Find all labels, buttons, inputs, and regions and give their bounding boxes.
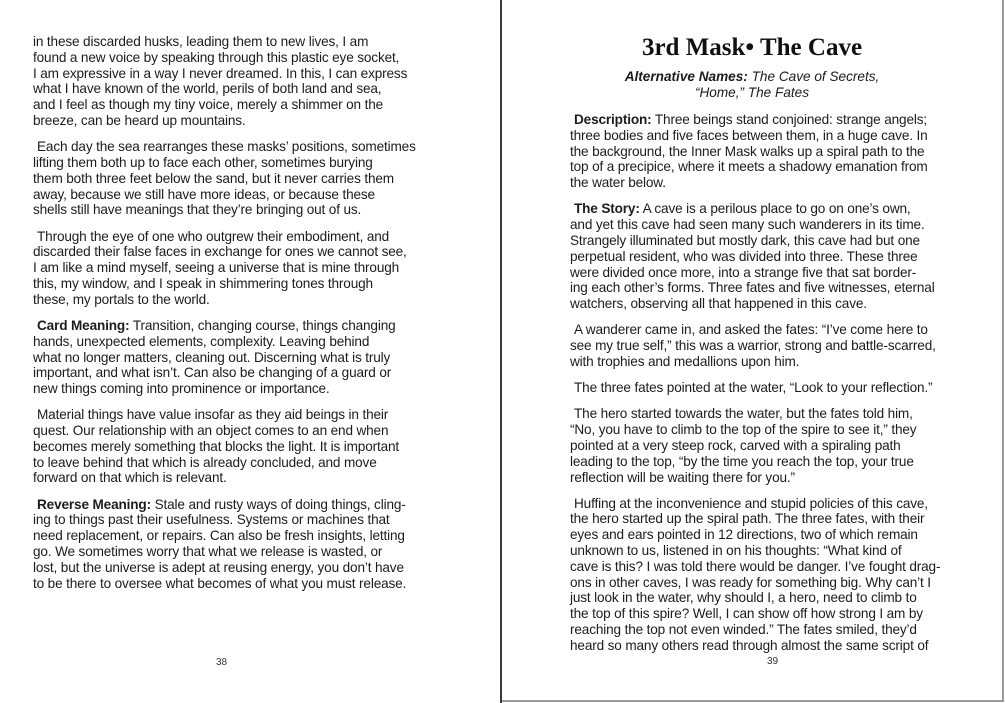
paragraph [33,229,453,308]
line-text: this, my window, and I speak in shimmering tones through [33,275,373,291]
line-text: to leave behind that which is already concluded, and move [33,454,377,470]
line-text: in these discarded husks, leading them to new lives, I am [33,34,369,49]
line-text: were divided once more, into a strange five that sat border- [570,264,917,280]
line-text: discarded their false faces in exchange for ones we cannot see, [33,244,407,260]
line-text: hands, unexpected elements, complexity. Leaving behind [33,333,370,349]
paragraph-label: Card Meaning: [37,317,130,333]
line-text: Stale and rusty ways of doing things, cling- [150,496,406,512]
paragraph [570,406,990,485]
left-page [0,0,502,703]
text-line [570,280,990,296]
text-line [33,187,453,203]
paragraph-label: The Story: [574,201,640,217]
line-text: lifting them both up to face each other, sometimes burying [33,154,373,170]
line-text: The hero started towards the water, but the fates told him, [574,406,913,422]
line-text: The three fates pointed at the water, “Look to your reflection.” [574,380,933,396]
text-line [570,175,990,191]
text-line [570,622,990,638]
line-text: need replacement, or repairs. Can also be fresh insights, letting [33,528,405,544]
text-line [33,512,453,528]
line-text: them both three feet below the sand, but it never carries them [33,170,394,186]
line-text: I am like a mind myself, seeing a universe that is mine through [33,260,400,276]
line-text: forward on that which is relevant. [33,470,227,486]
alternative-names-line2: “Home,” The Fates [694,85,810,100]
line-text: ing to things past their usefulness. Systems or machines that [33,512,390,528]
line-text: top of a precipice, where it meets a shadowy emanation from [570,159,928,175]
text-line [570,249,990,265]
line-text: Through the eye of one who outgrew their embodiment, and [37,228,390,244]
line-text: to be there to oversee what becomes of what you must release. [33,575,407,591]
text-line [33,171,453,187]
line-text: these, my portals to the world. [33,291,210,307]
line-text: Three beings stand conjoined: strange angels; [651,112,928,127]
line-text: lost, but the universe is adept at reusing energy, you don’t have [33,559,404,575]
text-line [570,422,990,438]
text-line [570,322,990,338]
line-text: found a new voice by speaking through this plastic eye socket, [33,49,400,65]
text-line [33,334,453,350]
text-line [33,423,453,439]
text-line [570,201,990,217]
text-line [570,144,990,160]
text-line [570,265,990,281]
right-page [502,0,1004,702]
text-line [33,528,453,544]
right-page-text [570,112,990,664]
line-text: just look in the water, why should I, a hero, need to climb to [570,590,917,606]
text-line [33,276,453,292]
line-text: ons in other caves, I was ready for something big. Why can’t I [570,574,931,590]
alternative-names-line1: The Cave of Secrets, [747,69,880,84]
text-line [33,34,453,50]
line-text: heard so many others read through almost the same script of [570,637,929,653]
line-text: shells still have meanings that they’re bringing out of us. [33,202,362,218]
text-line [570,511,990,527]
paragraph [33,318,453,397]
text-line [570,454,990,470]
text-line [33,318,453,334]
text-line [33,229,453,245]
paragraph-label: Reverse Meaning: [37,496,151,512]
line-text: A cave is a perilous place to go on one’s own, [639,201,911,217]
text-line [570,159,990,175]
text-line [33,350,453,366]
line-text: ing each other’s forms. Three fates and five witnesses, eternal [570,280,935,296]
paragraph [570,112,990,191]
text-line [33,439,453,455]
line-text: Strangely illuminated but mostly dark, this cave had but one [570,232,920,248]
paragraph [570,380,990,396]
line-text: quest. Our relationship with an object comes to an end when [33,423,389,439]
paragraph-label: Description: [574,112,652,127]
line-text: the background, the Inner Mask walks up a spiral path to the [570,143,925,159]
text-line [33,113,453,129]
text-line [570,543,990,559]
paragraph [33,497,453,592]
text-line [33,202,453,218]
text-line [570,496,990,512]
line-text: see my true self,” this was a warrior, strong and battle-scarred, [570,338,936,354]
text-line [33,155,453,171]
line-text: eyes and ears pointed in 12 directions, two of which remain [570,527,918,543]
text-line [33,97,453,113]
text-line [570,590,990,606]
text-line [570,470,990,486]
paragraph [33,139,453,218]
text-line [570,559,990,575]
text-line [33,260,453,276]
line-text: pointed at a very steep rock, carved with a spiraling path [570,437,901,453]
line-text: what no longer matters, cleaning out. Discerning what is truly [33,349,391,365]
line-text: the hero started up the spiral path. The three fates, with their [570,511,925,527]
line-text: reaching the top not even winded.” The fates smiled, they’d [570,622,917,638]
paragraph [33,34,453,129]
text-line [33,81,453,97]
line-text: go. We sometimes worry that what we release is wasted, or [33,544,383,560]
line-text: three bodies and five faces between them, in a huge cave. In [570,127,928,143]
line-text: away, because we still have more ideas, or because these [33,186,375,202]
paragraph [570,201,990,312]
line-text: A wanderer came in, and asked the fates: “I’ve come here to [574,322,928,338]
text-line [33,139,453,155]
line-text: and I feel as though my tiny voice, merely a shimmer on the [33,97,384,113]
text-line [570,438,990,454]
alternative-names-label: Alternative Names: [624,69,748,84]
text-line [570,527,990,543]
text-line [570,638,990,654]
line-text: Material things have value insofar as they aid beings in their [37,407,389,423]
text-line [570,217,990,233]
line-text: Huffing at the inconvenience and stupid policies of this cave, [574,495,928,511]
page-number: 38 [216,657,228,668]
line-text: the top of this spire? Well, I can show off how strong I am by [570,606,923,622]
text-line [33,365,453,381]
alternative-names [502,69,1002,101]
line-text: what I have known of the world, perils of both land and sea, [33,81,382,97]
line-text: with trophies and medallions upon him. [570,353,800,369]
text-line [33,455,453,471]
text-line [570,112,990,128]
text-line [33,576,453,592]
line-text: unknown to us, listened in on his thoughts: “What kind of [570,543,902,559]
text-line [570,406,990,422]
line-text: Transition, changing course, things changing [129,317,396,333]
text-line [570,338,990,354]
text-line [570,606,990,622]
text-line [33,544,453,560]
line-text: reflection will be waiting there for you.” [570,469,795,485]
page-number: 39 [767,656,779,667]
paragraph [33,407,453,486]
line-text: Each day the sea rearranges these masks’ positions, sometimes [37,139,416,155]
text-line [33,244,453,260]
text-line [570,233,990,249]
paragraph [570,322,990,369]
text-line [570,380,990,396]
text-line [33,381,453,397]
text-line [570,128,990,144]
line-text: leading to the top, “by the time you reach the top, your true [570,453,914,469]
text-line [33,407,453,423]
text-line [570,296,990,312]
line-text: important, and what isn’t. Can also be changing of a guard or [33,365,392,381]
left-page-text [33,34,453,602]
text-line [33,66,453,82]
text-line [33,292,453,308]
text-line [570,354,990,370]
line-text: “No, you have to climb to the top of the spire to see it,” they [570,422,917,438]
chapter-title: 3rd Mask• The Cave [641,34,863,61]
text-line [33,50,453,66]
text-line [33,497,453,513]
paragraph [570,496,990,654]
text-line [33,470,453,486]
line-text: I am expressive in a way I never dreamed. In this, I can express [33,65,408,81]
line-text: the water below. [570,175,666,191]
line-text: new things coming into prominence or importance. [33,381,330,397]
line-text: watchers, observing all that happened in this cave. [570,296,867,312]
line-text: and yet this cave had seen many such wanderers in its time. [570,217,925,233]
text-line [33,560,453,576]
text-line [570,575,990,591]
line-text: cave is this? I was told there would be danger. I’ve fought drag- [570,558,941,574]
line-text: breeze, can be heard up mountains. [33,112,246,128]
line-text: becomes merely something that blocks the light. It is important [33,438,400,454]
line-text: perpetual resident, who was divided into three. These three [570,248,918,264]
